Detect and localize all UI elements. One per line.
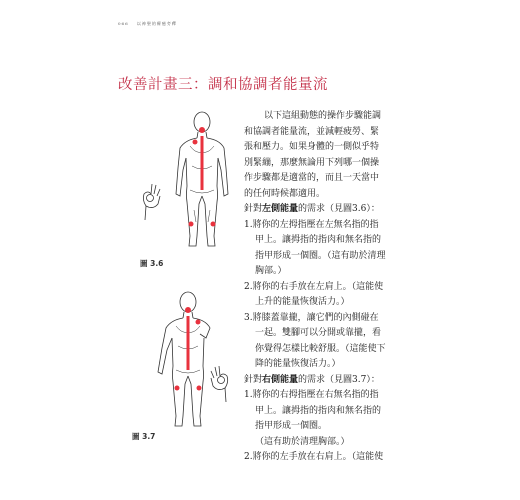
body-line: 1.將你的右拇指壓在右無名指的指 bbox=[244, 390, 379, 400]
body-line: 張和壓力。如果身體的一側似乎特 bbox=[244, 142, 380, 152]
body-line: 甲上。讓拇指的指肉和無名指的 bbox=[255, 235, 382, 245]
body-line: 針對左側能量的需求（見圖3.6）： bbox=[244, 204, 380, 214]
body-line: 3.將膝蓋靠攏，讓它們的內側碰在 bbox=[244, 312, 379, 323]
section-title: 改善計畫三：調和協調者能量流 bbox=[118, 77, 328, 93]
body-line: 以下這組動態的操作步驟能調 bbox=[264, 111, 382, 121]
body-line: 2.將你的左手放在右肩上。（這能使 bbox=[244, 452, 384, 462]
body-line: 甲上。讓拇指的指肉和無名指的 bbox=[255, 405, 382, 416]
running-title: 以神聖的療癒旁釋 bbox=[136, 21, 177, 26]
body-line: 作步驟都是適當的，而且一天當中 bbox=[244, 173, 380, 183]
emphasis-term: 左側能量 bbox=[262, 204, 299, 214]
body-line: 別緊繃，那麼無論用下列哪一個操 bbox=[244, 157, 380, 168]
body-line: 胸部。） bbox=[255, 266, 287, 276]
figure-label-3-6: 圖 3.6 bbox=[140, 259, 164, 268]
body-line: 1.將你的左拇指壓在左無名指的指 bbox=[244, 219, 379, 230]
body-line: 指甲形成一個圈。（這有助於清理 bbox=[255, 250, 386, 261]
body-line: （這有助於清理胸部。） bbox=[255, 436, 350, 447]
body-line: 和協調者能量流，並減輕疲勞、緊 bbox=[244, 126, 380, 137]
body-line: 2.將你的右手放在左肩上。（這能使 bbox=[244, 281, 384, 292]
body-line: 一起。雙腳可以分開或靠攏，看 bbox=[255, 328, 382, 338]
body-text bbox=[244, 109, 422, 466]
emphasis-term: 右側能量 bbox=[262, 374, 299, 385]
body-line: 的任何時候都適用。 bbox=[244, 188, 326, 199]
figure-label-3-7: 圖 3.7 bbox=[132, 432, 156, 441]
body-line: 指甲形成一個圈。 bbox=[255, 421, 328, 431]
running-header bbox=[118, 21, 183, 27]
body-line: 針對右側能量的需求（見圖3.7）： bbox=[244, 374, 380, 385]
hand-mudra-icon bbox=[208, 362, 232, 404]
body-line: 你覺得怎樣比較舒服。（這能使下 bbox=[255, 343, 386, 354]
body-line: 降的能量恢復活力。） bbox=[255, 359, 341, 369]
body-line: 上升的能量恢復活力。） bbox=[255, 297, 350, 307]
page-number: 066 bbox=[118, 21, 129, 26]
hand-mudra-icon bbox=[139, 180, 163, 222]
